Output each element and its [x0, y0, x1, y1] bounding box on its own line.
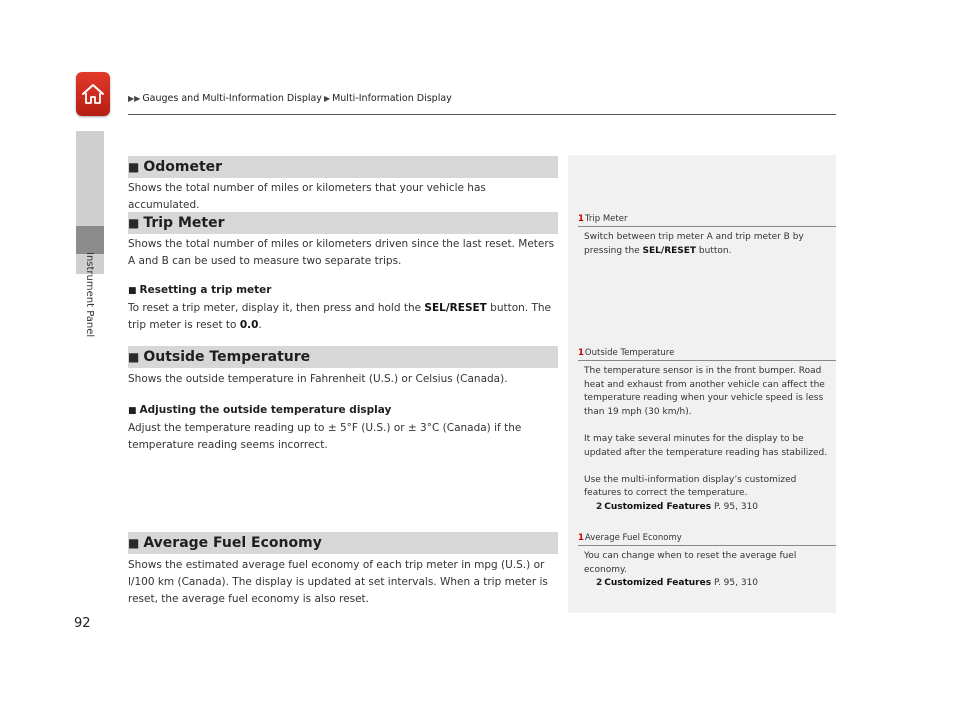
square-bullet-icon: ■ [128, 160, 140, 174]
breadcrumb-arrow-icon: ▶▶ [128, 94, 141, 103]
note-ref-icon: 1 [578, 348, 584, 358]
note-body: The temperature sensor is in the front bumper. Road heat and exhaust from another vehicle can affect the temperature reading when your vehicle speed is less than 19 mph (30 km/h). It may take several minutes for the display to be updated after the temperature reading has stabilized. Use the multi-information display’s customized features to correct the temperature. 2 Customized Features P. 95, 310 [578, 361, 836, 515]
note-outside-temperature [578, 348, 836, 515]
note-title: 1Outside Temperature [578, 348, 836, 361]
home-button[interactable] [76, 72, 110, 116]
chapter-label: Instrument Panel [84, 252, 95, 338]
square-bullet-icon: ■ [128, 216, 140, 230]
note-title: 1Trip Meter [578, 214, 836, 227]
outside-temperature-adjust [128, 402, 558, 454]
note-body: Switch between trip meter A and trip meter B by pressing the SEL/RESET button. [584, 232, 804, 256]
section-heading-outside-temperature: ■ Outside Temperature [128, 346, 558, 368]
breadcrumb-link-gauges[interactable]: Gauges and Multi-Information Display [142, 93, 322, 104]
subheading-reset-trip: ■ Resetting a trip meter [128, 284, 272, 296]
section-heading-average-fuel-economy: ■ Average Fuel Economy [128, 532, 558, 554]
trip-meter-text: Shows the total number of miles or kilometers driven since the last reset. Meters A and B can be used to measure two separate trips. [128, 238, 555, 267]
sel-reset-button-ref: SEL/RESET [424, 302, 487, 314]
cross-reference-link[interactable]: 2 Customized Features P. 95, 310 [596, 501, 759, 512]
side-tab-active [76, 226, 104, 254]
xref-arrow-icon: 2 [596, 578, 603, 589]
odometer-text: Shows the total number of miles or kilometers that your vehicle has accumulated. [128, 182, 486, 211]
square-bullet-icon: ■ [128, 350, 140, 364]
subheading-adjust-temp: ■ Adjusting the outside temperature display [128, 404, 392, 416]
square-bullet-icon: ■ [128, 536, 140, 550]
section-heading-odometer: ■ Odometer [128, 156, 558, 178]
breadcrumb-link-mid[interactable]: Multi-Information Display [332, 93, 452, 104]
note-ref-icon: 1 [578, 214, 584, 224]
note-title: 1Average Fuel Economy [578, 533, 836, 546]
square-bullet-icon: ■ [128, 286, 137, 296]
breadcrumb-arrow-icon: ▶ [323, 94, 331, 103]
section-heading-trip-meter: ■ Trip Meter [128, 212, 558, 234]
xref-arrow-icon: 2 [596, 501, 603, 512]
page-number: 92 [74, 616, 91, 631]
header-divider [128, 114, 836, 115]
note-trip-meter [578, 214, 836, 258]
home-icon [81, 83, 105, 105]
breadcrumb [128, 93, 452, 104]
square-bullet-icon: ■ [128, 406, 137, 416]
average-fuel-economy-text: Shows the estimated average fuel economy of each trip meter in mpg (U.S.) or l/100 km (Canada). The display is updated at set intervals. When a trip meter is reset, the average fuel economy is also reset. [128, 559, 548, 605]
reset-trip-instructions: To reset a trip meter, display it, then press and hold the SEL/RESET button. The trip meter is reset to 0.0. [128, 302, 552, 331]
note-average-fuel-economy [578, 533, 836, 591]
note-body: You can change when to reset the average fuel economy. 2 Customized Features P. 95, 310 [578, 546, 836, 591]
trip-meter-reset [128, 282, 558, 334]
side-tab [76, 131, 104, 231]
outside-temperature-text: Shows the outside temperature in Fahrenheit (U.S.) or Celsius (Canada). [128, 373, 508, 385]
adjust-temp-instructions: Adjust the temperature reading up to ± 5°F (U.S.) or ± 3°C (Canada) if the temperature reading seems incorrect. [128, 422, 522, 451]
note-ref-icon: 1 [578, 533, 584, 543]
cross-reference-link[interactable]: 2 Customized Features P. 95, 310 [596, 578, 759, 589]
